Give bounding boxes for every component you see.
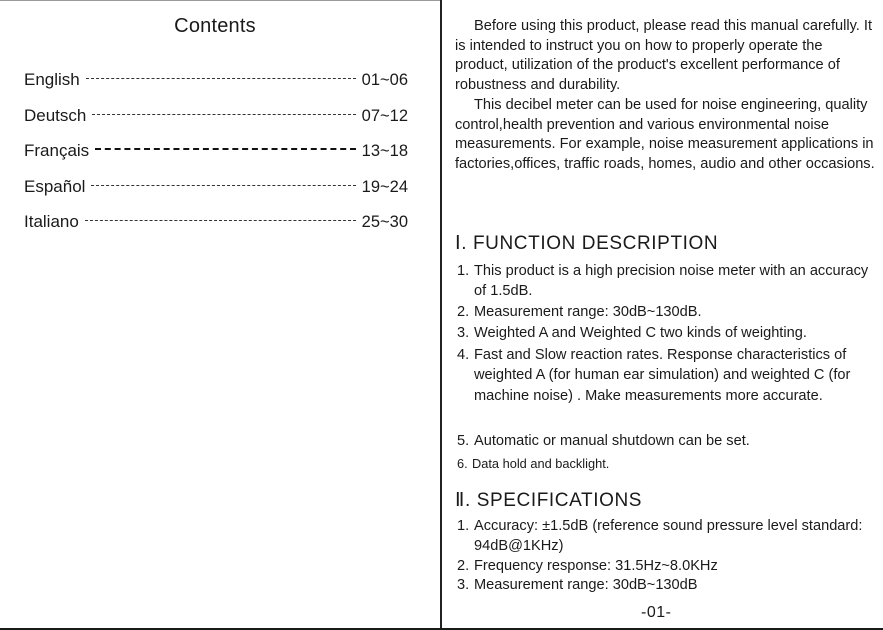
top-rule xyxy=(0,0,440,1)
toc-entry-espanol xyxy=(24,175,408,199)
item-text: Measurement range: 30dB~130dB xyxy=(474,577,698,593)
item-number: 1. xyxy=(457,518,470,534)
toc-leader xyxy=(85,220,356,221)
toc-leader xyxy=(92,114,355,115)
specifications-heading: Ⅱ. SPECIFICATIONS xyxy=(455,490,643,511)
toc-entry-francais xyxy=(24,139,408,163)
toc-pages: 01~06 xyxy=(361,70,408,89)
item-text: Weighted A and Weighted C two kinds of weighting. xyxy=(474,325,807,341)
function-item xyxy=(457,431,877,451)
toc-pages: 07~12 xyxy=(361,106,408,125)
function-item xyxy=(457,302,877,322)
item-text: Accuracy: ±1.5dB (reference sound pressure level standard: 94dB@1KHz) xyxy=(474,518,863,555)
item-text: Measurement range: 30dB~130dB. xyxy=(474,304,702,320)
specification-item xyxy=(457,575,877,595)
toc-leader xyxy=(95,148,355,150)
item-number: 3. xyxy=(457,577,470,593)
toc-entry-deutsch xyxy=(24,104,408,128)
function-item xyxy=(457,345,877,406)
specification-item xyxy=(457,516,877,557)
toc-language: Español xyxy=(24,177,86,196)
specification-item xyxy=(457,556,877,576)
function-description-heading: Ⅰ. FUNCTION DESCRIPTION xyxy=(455,233,719,254)
toc-leader xyxy=(91,185,355,186)
toc-pages: 25~30 xyxy=(361,212,408,231)
toc-language: Français xyxy=(24,141,90,160)
contents-page xyxy=(0,0,441,628)
toc-entry-italiano xyxy=(24,210,408,234)
page-number: -01- xyxy=(641,604,672,621)
intro-paragraph: Before using this product, please read this manual carefully. It is intended to instruct you on how to properly operate the product, utilization of the product's excellent performance of robustness and durability. xyxy=(455,18,873,94)
function-item xyxy=(457,323,877,343)
toc-leader xyxy=(86,78,356,79)
item-text: Automatic or manual shutdown can be set. xyxy=(474,433,750,449)
contents-title: Contents xyxy=(174,15,256,37)
toc-language: Italiano xyxy=(24,212,79,231)
item-text: This product is a high precision noise meter with an accuracy of 1.5dB. xyxy=(474,263,869,300)
toc-language: English xyxy=(24,70,80,89)
item-text: Fast and Slow reaction rates. Response characteristics of weighted A (for human ear simulation) and weighted C (for machine noise) . Make measurements more accurate. xyxy=(474,347,851,404)
toc-language: Deutsch xyxy=(24,106,87,125)
item-text: Data hold and backlight. xyxy=(472,456,610,471)
item-number: 2. xyxy=(457,558,470,574)
toc-pages: 13~18 xyxy=(361,141,408,160)
item-number: 3. xyxy=(457,325,470,341)
item-number: 1. xyxy=(457,263,470,279)
toc-pages: 19~24 xyxy=(361,177,408,196)
function-item xyxy=(457,455,877,472)
toc-entry-english xyxy=(24,68,408,92)
intro-text xyxy=(455,17,877,175)
intro-paragraph: This decibel meter can be used for noise engineering, quality control,health prevention and various environmental noise measurements. For example, noise measurement applications in factories,offices, traffic roads, homes, audio and other occasions. xyxy=(455,96,875,172)
function-item xyxy=(457,261,877,302)
item-text: Frequency response: 31.5Hz~8.0KHz xyxy=(474,558,718,574)
item-number: 2. xyxy=(457,304,470,320)
item-number: 6. xyxy=(457,456,468,471)
item-number: 4. xyxy=(457,347,470,363)
item-number: 5. xyxy=(457,433,470,449)
